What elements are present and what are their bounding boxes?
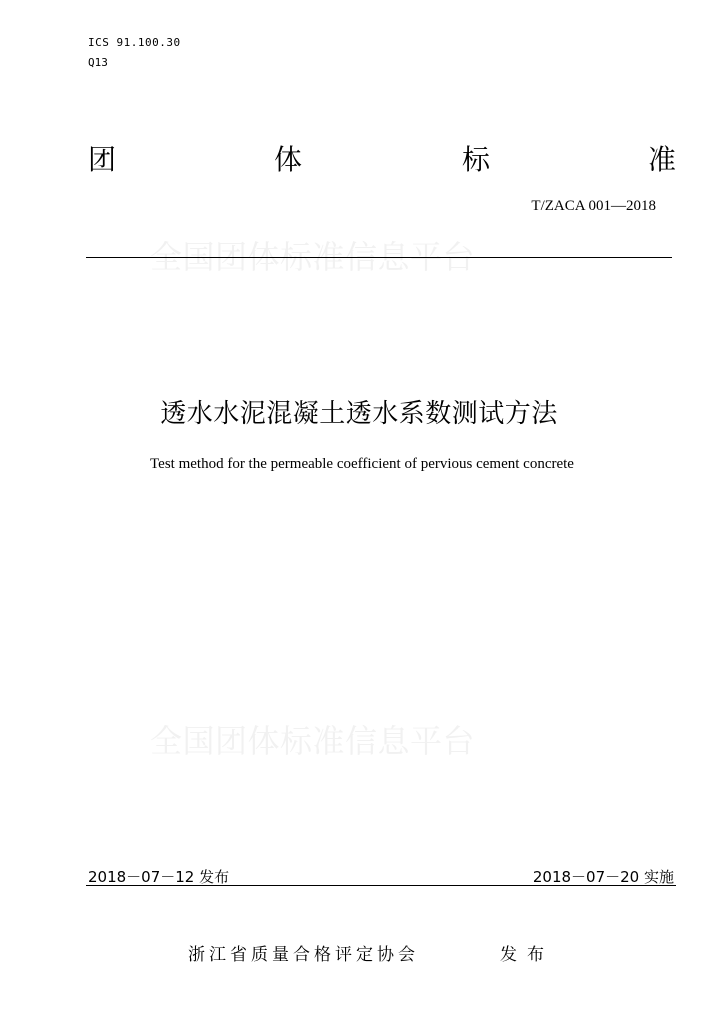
- ics-code: ICS 91.100.30: [88, 36, 181, 49]
- implement-date: 2018－07－20 实施: [532, 868, 674, 886]
- standard-type-char: 准: [648, 143, 677, 176]
- document-title-chinese: 透水水泥混凝土透水系数测试方法: [160, 399, 558, 429]
- watermark: 全国团体标准信息平台: [150, 238, 476, 276]
- watermark: 全国团体标准信息平台: [150, 722, 476, 760]
- classification-code: Q13: [88, 56, 108, 69]
- bottom-divider: [86, 885, 676, 886]
- document-title-english: Test method for the permeable coefficient of pervious cement concrete: [150, 456, 574, 472]
- publish-date: 2018－07－12 发布: [88, 868, 230, 886]
- standard-type-char: 体: [274, 143, 303, 176]
- standard-type-char: 标: [462, 143, 491, 176]
- issue-label: 发布: [500, 945, 554, 965]
- standard-number: T/ZACA 001—2018: [531, 198, 656, 214]
- standard-type-char: 团: [88, 143, 117, 176]
- publisher-name: 浙江省质量合格评定协会: [188, 945, 419, 965]
- standard-type: [88, 142, 678, 178]
- top-divider: [86, 257, 672, 258]
